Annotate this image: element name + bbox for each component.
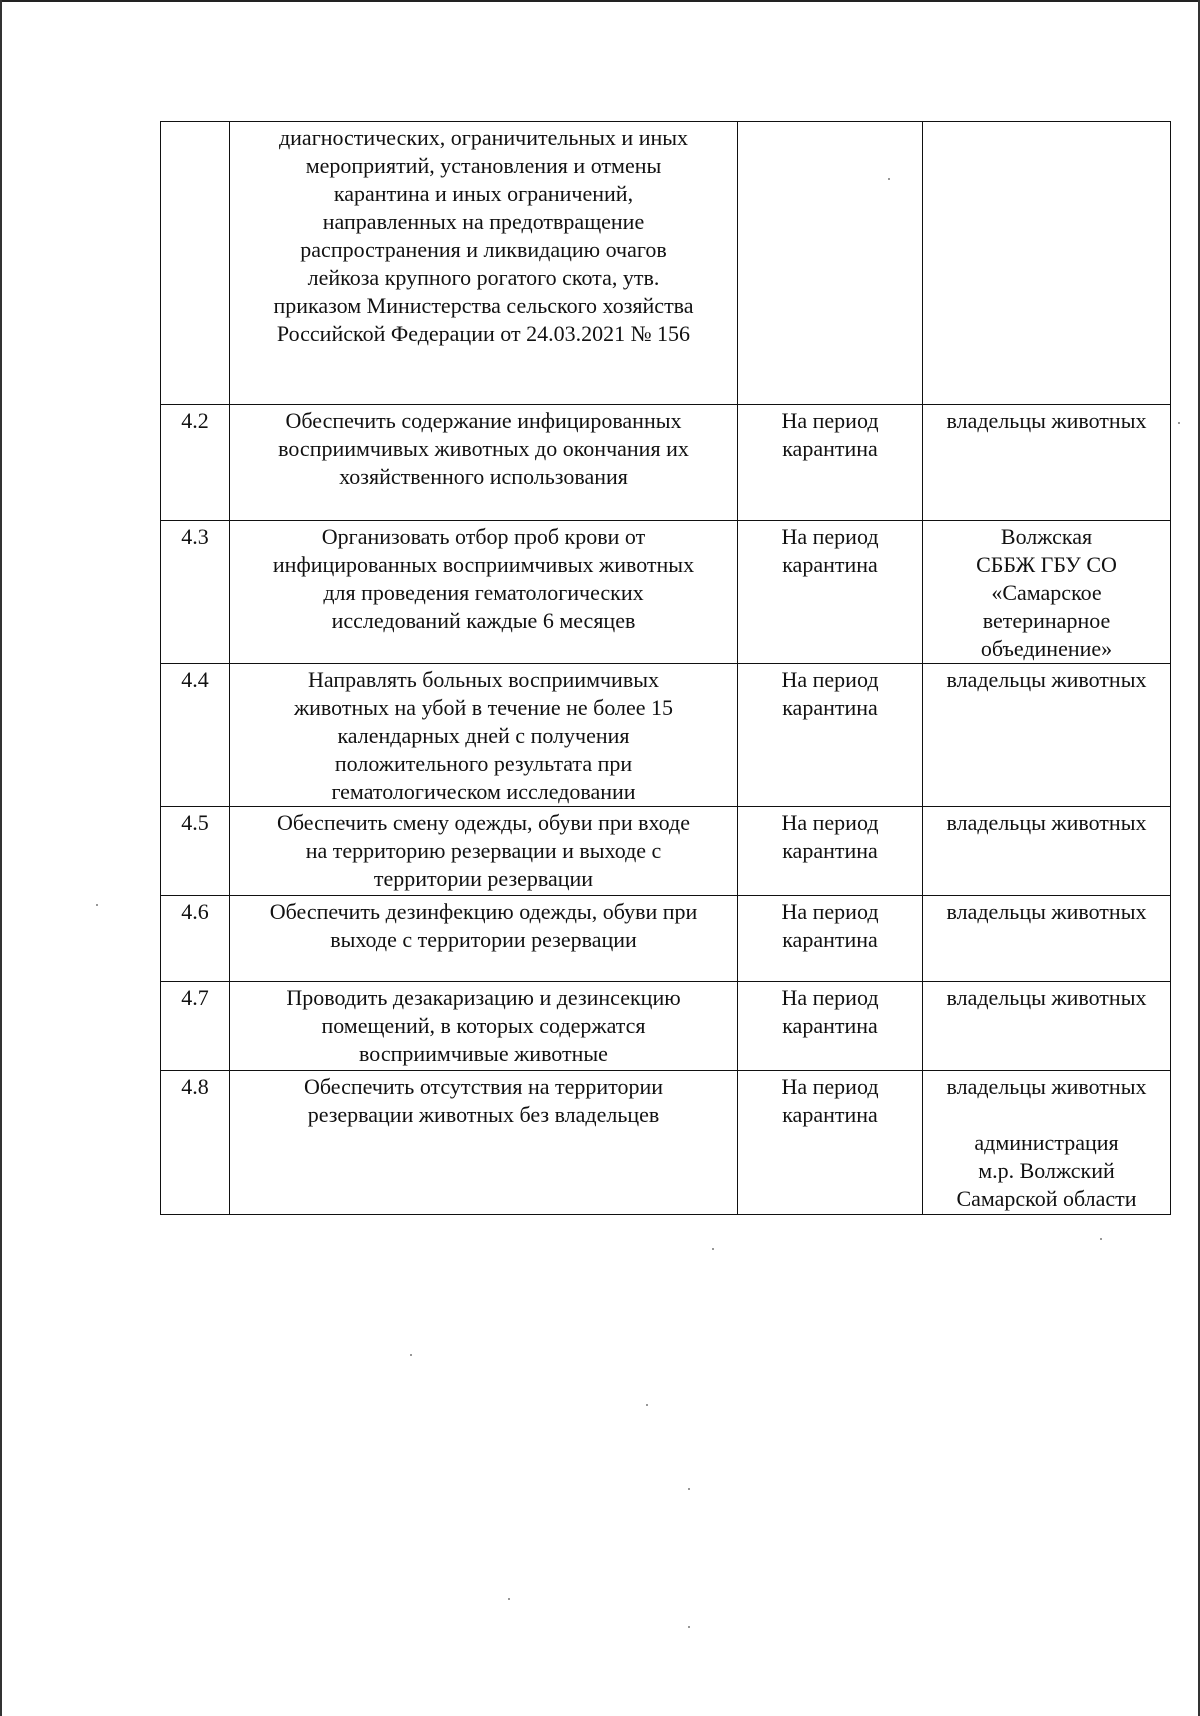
scan-speck — [1178, 422, 1180, 424]
measure-responsible: владельцы животных администрация м.р. Волжский Самарской области — [923, 1071, 1171, 1215]
item-number: 4.3 — [161, 521, 230, 664]
item-number: 4.5 — [161, 807, 230, 896]
measure-description: Направлять больных восприимчивых животных на убой в течение не более 15 календарных дней с получения положительного результата при гематологическом исследовании — [230, 664, 738, 807]
measure-term: На период карантина — [738, 807, 923, 896]
table-row — [161, 896, 1171, 982]
table-row — [161, 982, 1171, 1071]
item-number: 4.2 — [161, 405, 230, 521]
scan-speck — [410, 1354, 412, 1356]
measure-term: На период карантина — [738, 982, 923, 1071]
item-number: 4.8 — [161, 1071, 230, 1215]
measure-responsible: владельцы животных — [923, 664, 1171, 807]
scan-speck — [96, 904, 98, 906]
scan-speck — [688, 1488, 690, 1490]
measure-description: Обеспечить содержание инфицированных восприимчивых животных до окончания их хозяйственного использования — [230, 405, 738, 521]
measure-description: Обеспечить дезинфекцию одежды, обуви при выходе с территории резервации — [230, 896, 738, 982]
measure-term — [738, 122, 923, 405]
item-number: 4.4 — [161, 664, 230, 807]
scan-edge-left — [0, 0, 2, 1716]
scan-edge-top — [0, 0, 1200, 2]
scan-speck — [1100, 1238, 1102, 1240]
measures-table — [160, 121, 1171, 1215]
scan-speck — [712, 1248, 714, 1250]
measure-responsible — [923, 122, 1171, 405]
table-row — [161, 1071, 1171, 1215]
measure-description: диагностических, ограничительных и иных мероприятий, установления и отмены карантина и иных ограничений, направленных на предотвращение распространения и ликвидацию очагов лейкоза крупного рогатого скота, утв. приказом Министерства сельского хозяйства Российской Федерации от 24.03.2021 № 156 — [230, 122, 738, 405]
measure-responsible: владельцы животных — [923, 807, 1171, 896]
measure-responsible: Волжская СББЖ ГБУ СО «Самарское ветеринарное объединение» — [923, 521, 1171, 664]
item-number: 4.6 — [161, 896, 230, 982]
measure-term: На период карантина — [738, 896, 923, 982]
scan-speck — [508, 1598, 510, 1600]
measure-description: Организовать отбор проб крови от инфицированных восприимчивых животных для проведения гематологических исследований каждые 6 месяцев — [230, 521, 738, 664]
measure-description: Обеспечить отсутствия на территории резервации животных без владельцев — [230, 1071, 738, 1215]
measure-term: На период карантина — [738, 1071, 923, 1215]
measure-description: Проводить дезакаризацию и дезинсекцию помещений, в которых содержатся восприимчивые животные — [230, 982, 738, 1071]
measure-term: На период карантина — [738, 521, 923, 664]
measure-responsible: владельцы животных — [923, 982, 1171, 1071]
measure-responsible: владельцы животных — [923, 896, 1171, 982]
item-number: 4.7 — [161, 982, 230, 1071]
table-row — [161, 405, 1171, 521]
measure-description: Обеспечить смену одежды, обуви при входе на территорию резервации и выходе с территории резервации — [230, 807, 738, 896]
measure-responsible: владельцы животных — [923, 405, 1171, 521]
table-row — [161, 807, 1171, 896]
scan-speck — [646, 1404, 648, 1406]
table-row — [161, 122, 1171, 405]
table-row — [161, 521, 1171, 664]
scan-speck — [688, 1626, 690, 1628]
measure-term: На период карантина — [738, 664, 923, 807]
measure-term: На период карантина — [738, 405, 923, 521]
item-number — [161, 122, 230, 405]
table-row — [161, 664, 1171, 807]
